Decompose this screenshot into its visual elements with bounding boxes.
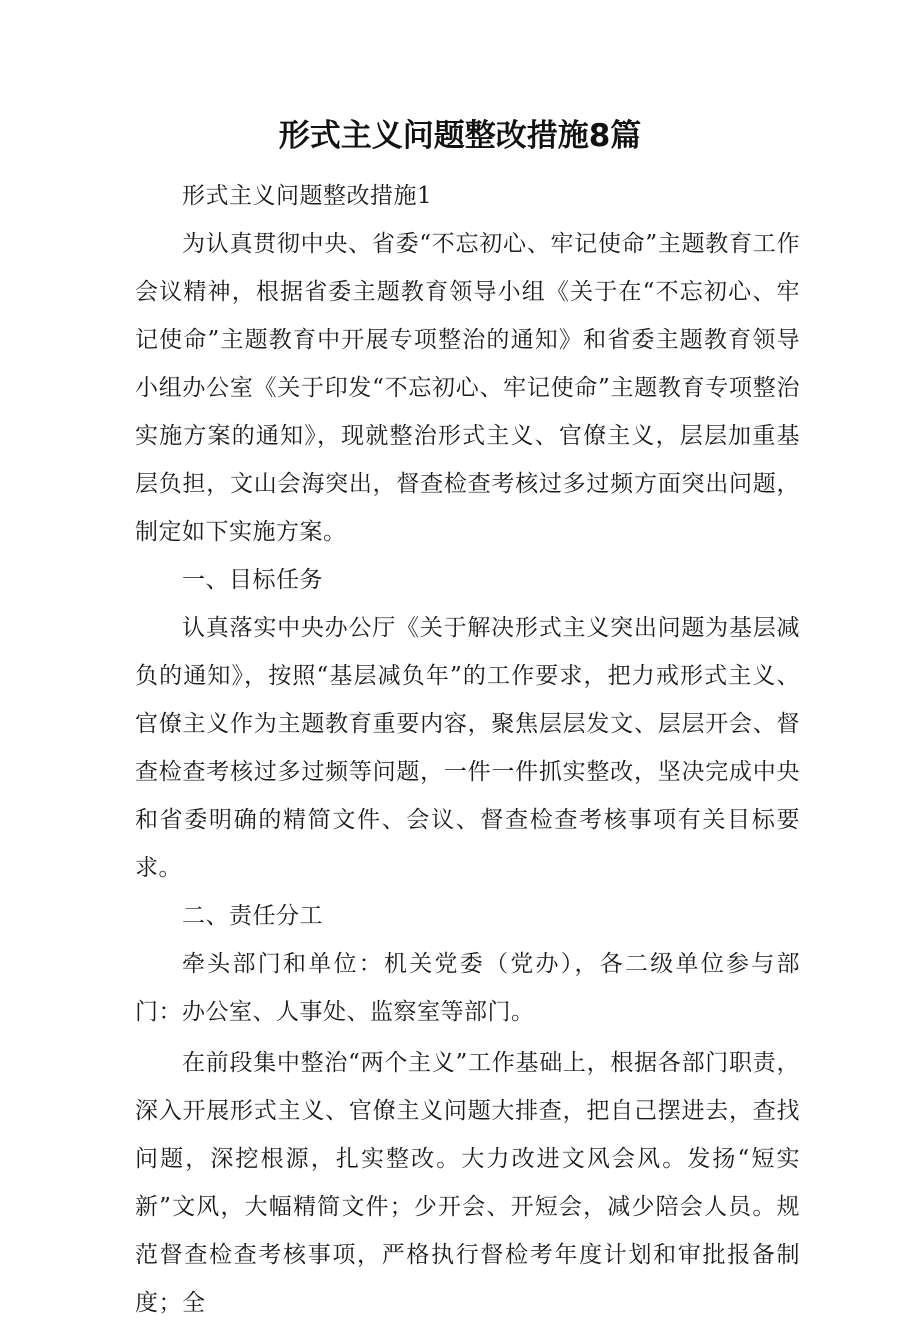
- section-heading-measure-1: 形式主义问题整改措施1: [182, 183, 433, 209]
- paragraph-goals: 认真落实中央办公厅《关于解决形式主义突出问题为基层减负的通知》，按照“基层减负年”的工作要求，把力戒形式主义、官僚主义作为主题教育重要内容，聚焦层层发文、层层开会、督查检查考核过多过频等问题，一件一件抓实整改，坚决完成中央和省委明确的精简文件、会议、督查检查考核事项有关目标要求。: [135, 615, 800, 881]
- paragraph-intro: 为认真贯彻中央、省委“不忘初心、牢记使命”主题教育工作会议精神，根据省委主题教育领导小组《关于在“不忘初心、牢记使命”主题教育中开展专项整治的通知》和省委主题教育领导小组办公室《关于印发“不忘初心、牢记使命”主题教育专项整治实施方案的通知》，现就整治形式主义、官僚主义，层层加重基层负担，文山会海突出，督查检查考核过多过频方面突出问题，制定如下实施方案。: [135, 231, 800, 545]
- section-heading-goals: 一、目标任务: [182, 567, 323, 593]
- paragraph-lead-departments: 牵头部门和单位：机关党委（党办），各二级单位参与部门：办公室、人事处、监察室等部门。: [135, 951, 800, 1025]
- section-heading-responsibilities: 二、责任分工: [182, 903, 323, 929]
- document-body: [135, 172, 800, 1327]
- paragraph-rectification: 在前段集中整治“两个主义”工作基础上，根据各部门职责，深入开展形式主义、官僚主义问题大排查，把自己摆进去，查找问题，深挖根源，扎实整改。大力改进文风会风。发扬“短实新”文风，大幅精简文件；少开会、开短会，减少陪会人员。规范督查检查考核事项，严格执行督检考年度计划和审批报备制度；全: [135, 1050, 800, 1316]
- document-title: 形式主义问题整改措施8篇: [278, 118, 642, 154]
